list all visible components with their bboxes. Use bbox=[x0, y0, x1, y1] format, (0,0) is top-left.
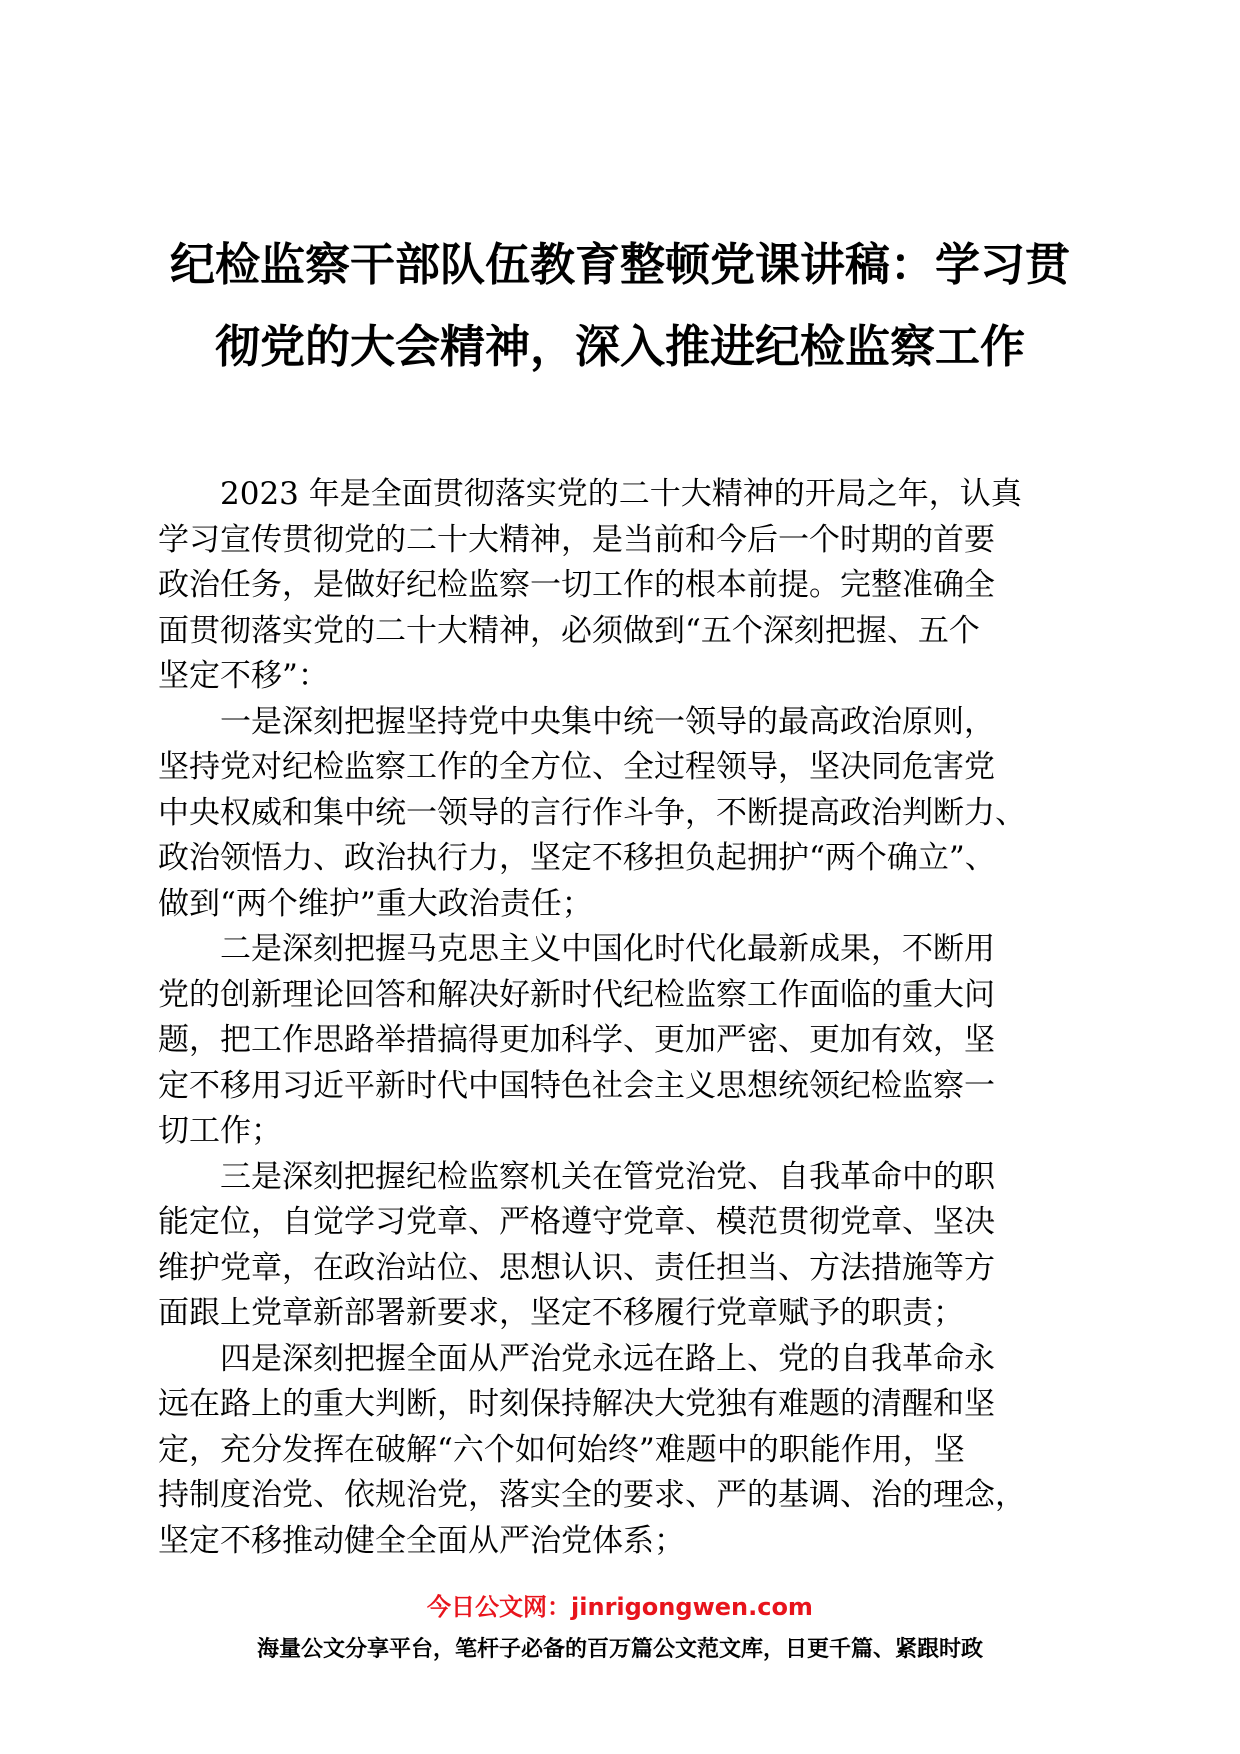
paragraph-line: 持制度治党、依规治党，落实全的要求、严的基调、治的理念， bbox=[158, 1477, 1026, 1513]
paragraph-line: 政治任务，是做好纪检监察一切工作的根本前提。完整准确全 bbox=[158, 567, 995, 603]
title-line-2: 彻党的大会精神，深入推进纪检监察工作 bbox=[214, 320, 1025, 373]
paragraph-line: 坚定不移”： bbox=[158, 658, 329, 694]
paragraph-line: 能定位，自觉学习党章、严格遵守党章、模范贯彻党章、坚决 bbox=[158, 1204, 995, 1240]
paragraph-line: 面贯彻落实党的二十大精神，必须做到“五个深刻把握、五个 bbox=[158, 612, 980, 649]
footer-slogan: 海量公文分享平台，笔杆子必备的百万篇公文范文库，日更千篇、紧跟时政 bbox=[256, 1637, 983, 1662]
paragraph-line: 2023 年是全面贯彻落实党的二十大精神的开局之年，认真 bbox=[220, 476, 1022, 512]
paragraph-intro bbox=[158, 472, 1082, 700]
paragraph-line: 党的创新理论回答和解决好新时代纪检监察工作面临的重大问 bbox=[158, 976, 995, 1013]
paragraph-point-3 bbox=[158, 1155, 1082, 1337]
paragraph-line: 切工作； bbox=[158, 1113, 282, 1149]
paragraph-line: 一是深刻把握坚持党中央集中统一领导的最高政治原则， bbox=[220, 703, 995, 740]
paragraph-line: 学习宣传贯彻党的二十大精神，是当前和今后一个时期的首要 bbox=[158, 521, 995, 558]
footer-site-link[interactable]: 今日公文网：jinrigongwen.com bbox=[427, 1593, 813, 1621]
paragraph-line: 三是深刻把握纪检监察机关在管党治党、自我革命中的职 bbox=[220, 1158, 995, 1195]
paragraph-line: 面跟上党章新部署新要求，坚定不移履行党章赋予的职责； bbox=[158, 1295, 964, 1331]
document-title bbox=[150, 224, 1090, 388]
paragraph-point-2 bbox=[158, 927, 1082, 1155]
paragraph-line: 四是深刻把握全面从严治党永远在路上、党的自我革命永 bbox=[220, 1340, 995, 1377]
paragraph-line: 远在路上的重大判断，时刻保持解决大党独有难题的清醒和坚 bbox=[158, 1386, 995, 1422]
paragraph-line: 坚定不移推动健全全面从严治党体系； bbox=[158, 1522, 685, 1559]
paragraph-line: 题，把工作思路举措搞得更加科学、更加严密、更加有效，坚 bbox=[158, 1022, 995, 1058]
title-line-1: 纪检监察干部队伍教育整顿党课讲稿：学习贯 bbox=[169, 238, 1070, 291]
paragraph-line: 中央权威和集中统一领导的言行作斗争，不断提高政治判断力、 bbox=[158, 794, 1026, 831]
paragraph-line: 定不移用习近平新时代中国特色社会主义思想统领纪检监察一 bbox=[158, 1067, 995, 1104]
paragraph-line: 二是深刻把握马克思主义中国化时代化最新成果，不断用 bbox=[220, 931, 995, 967]
paragraph-point-4 bbox=[158, 1337, 1082, 1565]
paragraph-line: 坚持党对纪检监察工作的全方位、全过程领导，坚决同危害党 bbox=[158, 749, 995, 785]
footer bbox=[0, 1590, 1240, 1666]
document-body bbox=[158, 472, 1082, 1564]
paragraph-line: 定，充分发挥在破解“六个如何始终”难题中的职能作用，坚 bbox=[158, 1431, 965, 1468]
paragraph-line: 政治领悟力、政治执行力，坚定不移担负起拥护“两个确立”、 bbox=[158, 840, 996, 876]
paragraph-line: 做到“两个维护”重大政治责任； bbox=[158, 885, 593, 922]
paragraph-point-1 bbox=[158, 700, 1082, 928]
paragraph-line: 维护党章，在政治站位、思想认识、责任担当、方法措施等方 bbox=[158, 1249, 995, 1286]
